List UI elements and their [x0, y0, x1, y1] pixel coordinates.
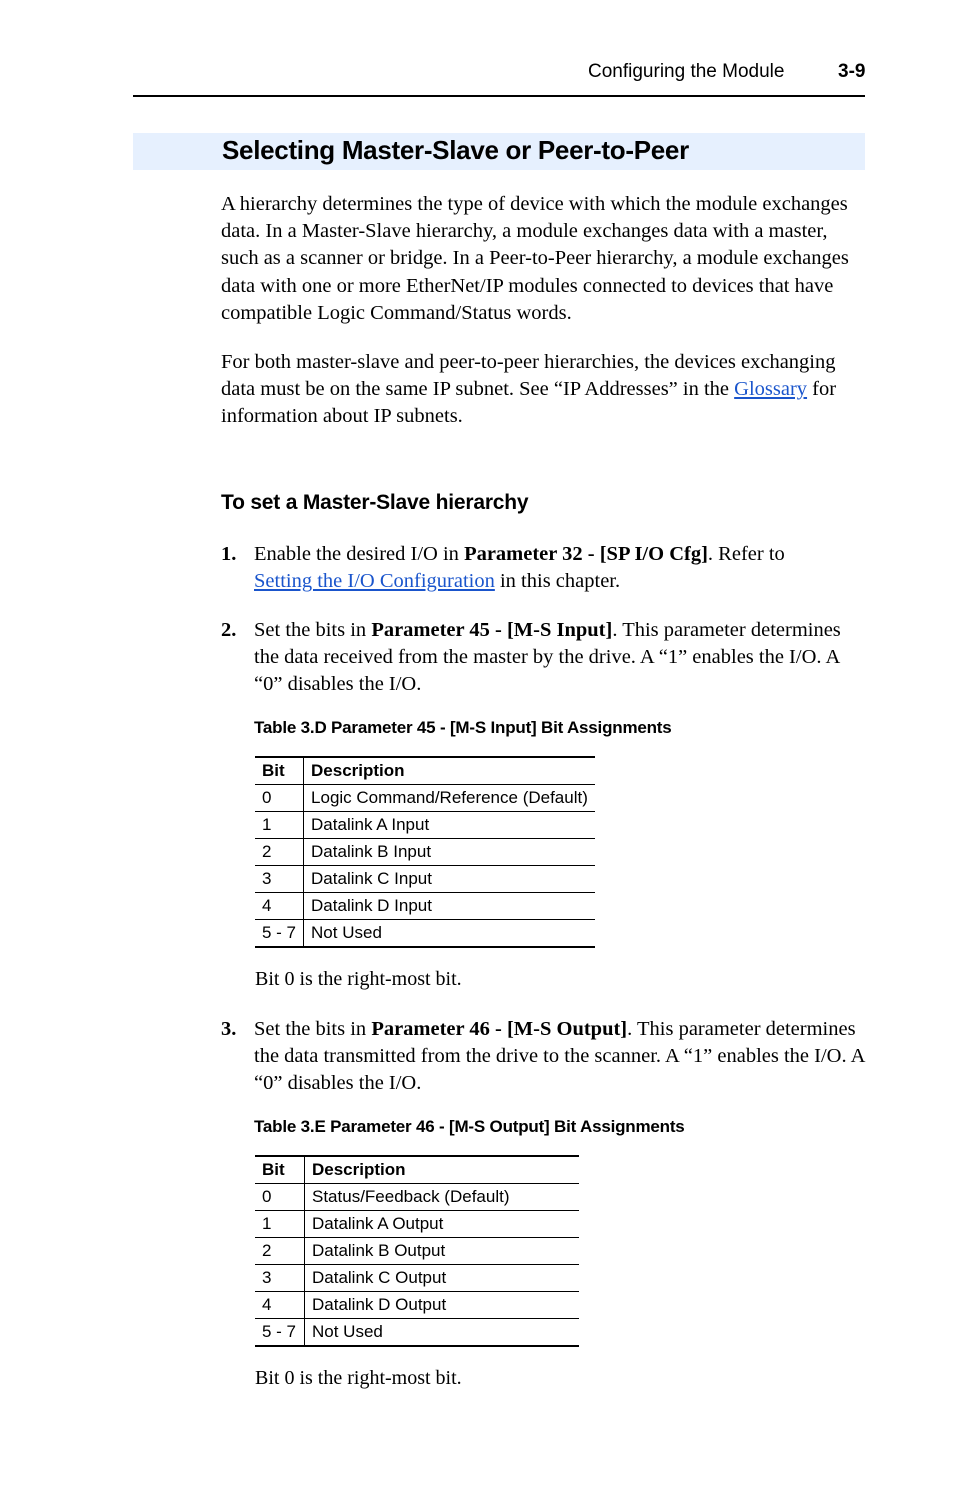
step-number: 1.	[221, 543, 237, 565]
parameter-reference: Parameter 32 - [SP I/O Cfg]	[464, 543, 708, 565]
table-header-row	[255, 757, 595, 785]
description-cell: Datalink C Input	[304, 866, 595, 893]
step-text: Set the bits in	[254, 619, 372, 641]
bit-cell: 5 - 7	[255, 920, 304, 948]
table-header-row	[255, 1156, 579, 1184]
glossary-link[interactable]: Glossary	[734, 378, 808, 401]
description-cell: Not Used	[305, 1319, 580, 1347]
step-text: in this chapter.	[494, 570, 621, 593]
step-number: 3.	[221, 1018, 237, 1040]
step-text: . This parameter determines the data received from the master by the drive. A “1” enables the I/O. A “0” disables the I/O.	[254, 619, 841, 696]
table-row	[255, 1265, 579, 1292]
table-row	[255, 920, 595, 948]
description-cell: Datalink A Output	[305, 1211, 580, 1238]
description-cell: Datalink A Input	[304, 812, 595, 839]
table-row	[255, 785, 595, 812]
table-caption: Table 3.D Parameter 45 - [M-S Input] Bit Assignments	[254, 718, 672, 737]
bit-cell: 5 - 7	[255, 1319, 305, 1347]
description-cell: Datalink B Output	[305, 1238, 580, 1265]
bit-cell: 4	[255, 1292, 305, 1319]
bit-cell: 3	[255, 866, 304, 893]
parameter-reference: Parameter 45 - [M-S Input]	[371, 619, 613, 641]
bit-assignments-table	[255, 1155, 579, 1347]
column-header: Bit	[255, 757, 304, 785]
bit-cell: 1	[255, 812, 304, 839]
table-row	[255, 1211, 579, 1238]
bit-cell: 3	[255, 1265, 305, 1292]
subsection-title: To set a Master-Slave hierarchy	[221, 491, 529, 514]
description-cell: Logic Command/Reference (Default)	[304, 785, 595, 812]
step-text: Enable the desired I/O in	[254, 543, 465, 565]
bit-assignments-table	[255, 756, 595, 948]
step-1	[221, 541, 866, 595]
intro-paragraph-2	[221, 349, 863, 431]
page-number: 3-9	[838, 61, 866, 82]
parameter-reference: Parameter 46 - [M-S Output]	[371, 1018, 628, 1040]
description-cell: Datalink D Input	[304, 893, 595, 920]
table-row	[255, 812, 595, 839]
bit-cell: 4	[255, 893, 304, 920]
section-title-band	[133, 133, 865, 170]
table-row	[255, 1319, 579, 1347]
bit-cell: 2	[255, 1238, 305, 1265]
table-row	[255, 866, 595, 893]
description-cell: Datalink B Input	[304, 839, 595, 866]
table-row	[255, 1292, 579, 1319]
bit-cell: 0	[255, 1184, 305, 1211]
step-2	[221, 617, 866, 699]
table-row	[255, 839, 595, 866]
table-row	[255, 893, 595, 920]
description-cell: Datalink D Output	[305, 1292, 580, 1319]
intro-p2-end: for information about IP subnets.	[221, 378, 837, 428]
io-configuration-link[interactable]: Setting the I/O Configuration	[254, 570, 495, 593]
table-row	[255, 1238, 579, 1265]
bit-cell: 0	[255, 785, 304, 812]
table-note: Bit 0 is the right-most bit.	[255, 968, 462, 990]
column-header: Description	[305, 1156, 580, 1184]
bit-cell: 2	[255, 839, 304, 866]
running-header-title: Configuring the Module	[588, 61, 785, 82]
header-rule	[133, 95, 865, 97]
step-text: Set the bits in	[254, 1018, 372, 1040]
description-cell: Datalink C Output	[305, 1265, 580, 1292]
column-header: Description	[304, 757, 595, 785]
table-caption: Table 3.E Parameter 46 - [M-S Output] Bit Assignments	[254, 1117, 685, 1136]
section-title: Selecting Master-Slave or Peer-to-Peer	[222, 135, 689, 165]
step-number: 2.	[221, 619, 237, 641]
step-text: . Refer to	[707, 543, 785, 565]
description-cell: Status/Feedback (Default)	[305, 1184, 580, 1211]
column-header: Bit	[255, 1156, 305, 1184]
table-row	[255, 1184, 579, 1211]
bit-cell: 1	[255, 1211, 305, 1238]
table-note: Bit 0 is the right-most bit.	[255, 1367, 462, 1389]
step-text: . This parameter determines the data transmitted from the drive to the scanner. A “1” enables the I/O. A “0” disables the I/O.	[254, 1018, 865, 1095]
step-3	[221, 1016, 866, 1098]
intro-p2-text: For both master-slave and peer-to-peer hierarchies, the devices exchanging data must be on the same IP subnet. See “IP Addresses” in the	[221, 351, 836, 401]
intro-paragraph-1: A hierarchy determines the type of device with which the module exchanges data. In a Master-Slave hierarchy, a module exchanges data with a master, such as a scanner or bridge. In a Peer-to-Peer hierarchy, a module exchanges data with one or more EtherNet/IP modules connected to devices that have compatible Logic Command/Status words.	[221, 193, 849, 324]
description-cell: Not Used	[304, 920, 595, 948]
